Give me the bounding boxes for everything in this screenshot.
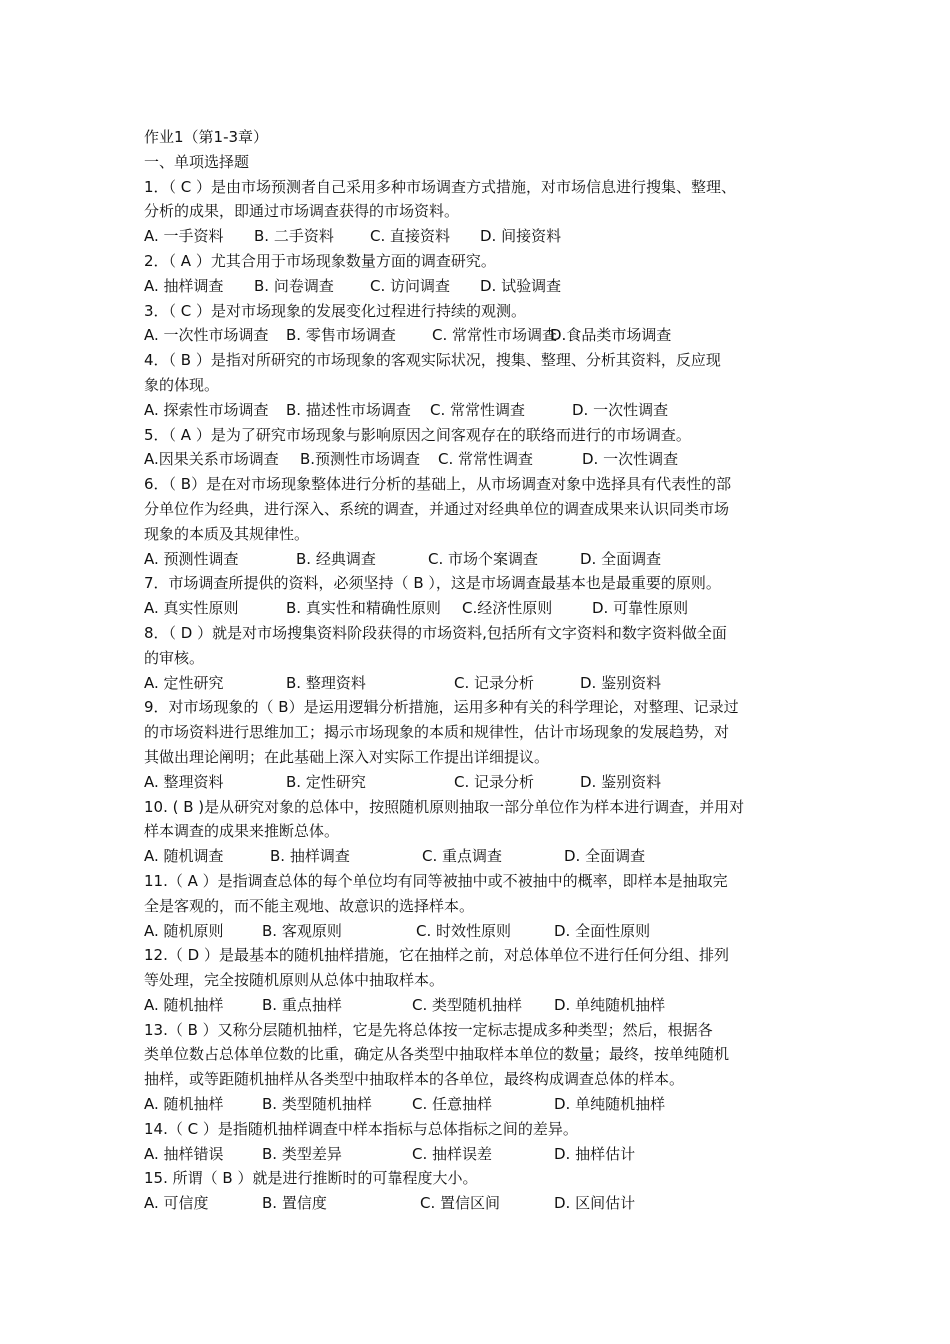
answer-option: B.预测性市场调查 [300,450,421,469]
answer-option: A. 随机调查 [144,847,224,866]
question-text-line: 7．市场调查所提供的资料，必须坚持（ B ），这是市场调查最基本也是最重要的原则。 [144,574,721,593]
answer-option: D. 单纯随机抽样 [554,995,666,1014]
answer-option: B. 类型随机抽样 [262,1095,372,1114]
answer-option: D. 区间估计 [554,1194,636,1213]
answer-option: A. 预测性调查 [144,549,239,568]
answer-option: C. 市场个案调查 [428,549,539,568]
answer-option: A. 抽样调查 [144,276,224,295]
section-heading: 一、单项选择题 [144,152,250,171]
answer-option: D. 鉴别资料 [580,673,662,692]
answer-options-row [144,224,824,249]
answer-options-row [144,919,824,944]
question-text-line: 分析的成果，即通过市场调查获得的市场资料。 [144,202,460,221]
answer-option: B. 零售市场调查 [286,326,396,345]
answer-options-row [144,447,824,472]
answer-option: D. 全面调查 [580,549,662,568]
answer-options-row [144,1092,824,1117]
answer-option: D. 全面调查 [564,847,646,866]
answer-option: A.因果关系市场调查 [144,450,279,469]
answer-options-row [144,323,824,348]
answer-option: A. 随机抽样 [144,995,224,1014]
question-text-line: 分单位作为经典，进行深入、系统的调查，并通过对经典单位的调查成果来认识同类市场 [144,499,730,518]
answer-options-row [144,398,824,423]
answer-option: B. 整理资料 [286,673,366,692]
answer-option: B. 描述性市场调查 [286,400,411,419]
answer-option: C.经济性原则 [462,599,553,618]
answer-options-row [144,993,824,1018]
answer-options-row [144,547,824,572]
answer-option: B. 定性研究 [286,772,366,791]
answer-option: D. 间接资料 [480,227,562,246]
answer-options-row [144,1142,824,1167]
question-text-line: 13.（ B ）又称分层随机抽样，它是先将总体按一定标志提成多种类型；然后，根据各 [144,1020,713,1039]
question-text-line: 抽样，或等距随机抽样从各类型中抽取样本的各单位，最终构成调查总体的样本。 [144,1070,685,1089]
answer-option: D. 单纯随机抽样 [554,1095,666,1114]
answer-option: A. 探索性市场调查 [144,400,269,419]
answer-option: C. 常常性调查 [430,400,526,419]
answer-option: B. 类型差异 [262,1144,342,1163]
answer-option: B. 二手资料 [254,227,334,246]
answer-option: C. 记录分析 [454,673,535,692]
answer-options-row [144,274,824,299]
answer-option: B. 抽样调查 [270,847,350,866]
question-text-line: 其做出理论阐明；在此基础上深入对实际工作提出详细提议。 [144,747,550,766]
question-text-line: 3．（ C ）是对市场现象的发展变化过程进行持续的观测。 [144,301,527,320]
answer-option: C. 时效性原则 [416,921,512,940]
answer-option: A. 真实性原则 [144,599,239,618]
answer-option: A. 整理资料 [144,772,224,791]
answer-option: B. 客观原则 [262,921,342,940]
answer-options-row [144,671,824,696]
question-text-line: 15. 所谓（ B ）就是进行推断时的可靠程度大小。 [144,1169,478,1188]
answer-option: C. 任意抽样 [412,1095,493,1114]
answer-option: A. 可信度 [144,1194,209,1213]
answer-option: D. 抽样估计 [554,1144,636,1163]
question-text-line: 的审核。 [144,648,205,667]
answer-option: D. 可靠性原则 [592,599,689,618]
question-text-line: 等处理，完全按随机原则从总体中抽取样本。 [144,971,445,990]
question-text-line: 的市场资料进行思维加工；揭示市场现象的本质和规律性，估计市场现象的发展趋势，对 [144,723,730,742]
answer-option: C. 常常性市场调查 [432,326,558,345]
question-text-line: 2．（ A ）尤其合用于市场现象数量方面的调查研究。 [144,251,496,270]
answer-option: A. 抽样错误 [144,1144,224,1163]
question-text-line: 11.（ A ）是指调查总体的每个单位均有同等被抽中或不被抽中的概率，即样本是抽取完 [144,871,728,890]
answer-option: A. 一次性市场调查 [144,326,269,345]
question-text-line: 10. ( B )是从研究对象的总体中，按照随机原则抽取一部分单位作为样本进行调查，并用对 [144,797,745,816]
answer-option: D. 鉴别资料 [580,772,662,791]
answer-option: C. 直接资料 [370,227,451,246]
answer-option: D. 全面性原则 [554,921,651,940]
answer-option: A. 一手资料 [144,227,224,246]
answer-option: C. 常常性调查 [438,450,534,469]
answer-option: D. 试验调查 [480,276,562,295]
answer-option: A. 定性研究 [144,673,224,692]
answer-option: B. 重点抽样 [262,995,342,1014]
answer-option: B. 真实性和精确性原则 [286,599,441,618]
question-text-line: 12.（ D ）是最基本的随机抽样措施，它在抽样之前，对总体单位不进行任何分组、排列 [144,946,729,965]
answer-option: B. 经典调查 [296,549,376,568]
answer-option: B. 置信度 [262,1194,327,1213]
answer-option: D. 一次性调查 [572,400,669,419]
question-text-line: 8．（ D ）就是对市场搜集资料阶段获得的市场资料,包括所有文字资料和数字资料做全面 [144,623,727,642]
answer-options-row [144,596,824,621]
question-text-line: 14.（ C ）是指随机抽样调查中样本指标与总体指标之间的差异。 [144,1119,578,1138]
answer-option: A. 随机原则 [144,921,224,940]
answer-options-row [144,844,824,869]
answer-option: C. 置信区间 [420,1194,501,1213]
answer-option: C. 抽样误差 [412,1144,493,1163]
question-text-line: 1．（ C ）是由市场预测者自己采用多种市场调查方式措施，对市场信息进行搜集、整理、 [144,177,737,196]
question-text-line: 象的体现。 [144,375,220,394]
question-text-line: 4．（ B ）是指对所研究的市场现象的客观实际状况，搜集、整理、分析其资料，反应现 [144,351,721,370]
question-text-line: 样本调查的成果来推断总体。 [144,822,340,841]
doc-title: 作业1（第1-3章） [144,128,269,146]
answer-option: D. 一次性调查 [582,450,679,469]
question-text-line: 类单位数占总体单位数的比重，确定从各类型中抽取样本单位的数量；最终，按单纯随机 [144,1045,730,1064]
answer-option: C. 记录分析 [454,772,535,791]
question-text-line: 9．对市场现象的（ B）是运用逻辑分析措施，运用多种有关的科学理论，对整理、记录过 [144,698,739,717]
question-text-line: 6．（ B）是在对市场现象整体进行分析的基础上，从市场调查对象中选择具有代表性的部 [144,475,732,494]
question-text-line: 现象的本质及其规律性。 [144,524,310,543]
answer-option: C. 访问调查 [370,276,451,295]
answer-option: B. 问卷调查 [254,276,334,295]
answer-option: C. 重点调查 [422,847,503,866]
answer-option: A. 随机抽样 [144,1095,224,1114]
document-body [144,125,824,1216]
answer-option: D.食品类市场调查 [550,326,672,345]
answer-options-row [144,770,824,795]
question-text-line: 全是客观的，而不能主观地、故意识的选择样本。 [144,896,475,915]
question-text-line: 5．（ A ）是为了研究市场现象与影响原因之间客观存在的联络而进行的市场调查。 [144,425,691,444]
answer-options-row [144,1191,824,1216]
answer-option: C. 类型随机抽样 [412,995,523,1014]
